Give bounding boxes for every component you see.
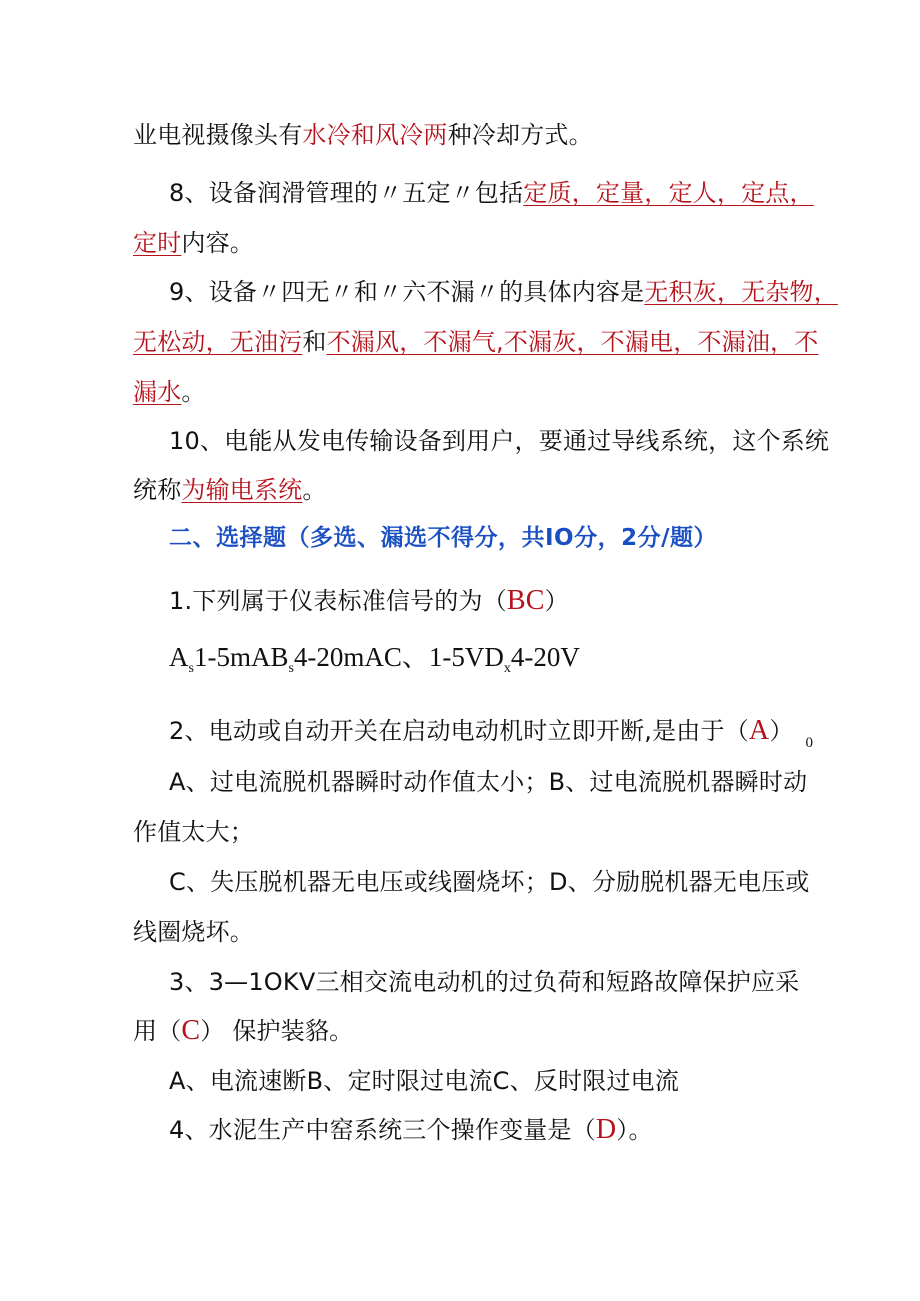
q9-line-3	[133, 377, 206, 407]
mc-q2-options-line-2	[133, 817, 254, 847]
mc-q1-answer: BC	[506, 585, 545, 616]
mc-q2-trail: 0	[805, 735, 814, 751]
section-2-heading: 二、选择题（多选、漏选不得分，共IO分，2分/题）	[169, 525, 718, 551]
q10-line-2	[133, 475, 327, 505]
q7-continuation-line	[133, 120, 593, 150]
mc-q2-close: ）	[769, 717, 794, 745]
q9-stem: 9、设备〃四无〃和〃六不漏〃的具体内容是	[169, 278, 645, 306]
q7-answer: 水冷和风冷两	[302, 121, 448, 149]
q8-line-1	[169, 178, 814, 208]
mc-q4-stem-line	[169, 1115, 653, 1145]
mc-q3-options	[169, 1066, 679, 1096]
q8-answer-part1: 定质，定量，定人，定点，	[523, 179, 814, 207]
q9-line-1	[169, 277, 838, 307]
mc-q3-stem-line-1	[169, 967, 799, 997]
q10-stem: 10、电能从发电传输设备到用户，要通过导线系统，这个系统	[169, 427, 830, 455]
mc-q3-stem2a: 用（	[133, 1017, 182, 1045]
mc-q1-opt-b-sub: s	[288, 661, 294, 676]
q7-text-end: 种冷却方式。	[447, 121, 593, 149]
q9-answer-part2: 无松动，无油污	[133, 328, 303, 356]
mc-q1-stem: 1.下列属于仪表标准信号的为（	[169, 587, 507, 615]
mc-q2-options-line-1	[169, 767, 807, 797]
q8-line-2	[133, 228, 254, 258]
mc-q2-opt-line3: C、失压脱机器无电压或线圈烧坏；D、分励脱机器无电压或	[169, 868, 810, 896]
mc-q2-stem: 2、电动或自动开关在启动电动机时立即开断,是由于（	[169, 717, 749, 745]
q9-end: 。	[181, 378, 206, 406]
q9-answer-part4: 漏水	[133, 378, 182, 406]
mc-q1-opt-a-text: 1-5mAB	[193, 642, 289, 672]
mc-q1-stem-line	[169, 586, 569, 616]
mc-q2-opt-line4: 线圈烧坏。	[133, 918, 254, 946]
mc-q4-stem: 4、水泥生产中窑系统三个操作变量是（	[169, 1116, 596, 1144]
mc-q3-stem2b: ） 保护装貉。	[200, 1017, 354, 1045]
mc-q1-opt-b-text: 4-20mAC、1-5VD	[293, 642, 504, 672]
mc-q3-options-text: A、电流速断B、定时限过电流C、反时限过电流	[169, 1067, 680, 1095]
q10-stem-cont: 统称	[133, 476, 182, 504]
mc-q1-opt-a: A	[169, 642, 189, 672]
mc-q4-close: ）。	[616, 1116, 653, 1144]
q8-stem: 8、设备润滑管理的〃五定〃包括	[169, 179, 524, 207]
q10-line-1	[169, 426, 829, 456]
mc-q3-stem1: 3、3—1OKV三相交流电动机的过负荷和短路故障保护应采	[169, 968, 800, 996]
mc-q2-opt-line2: 作值太大；	[133, 818, 254, 846]
mc-q2-opt-line1: A、过电流脱机器瞬时动作值太小；B、过电流脱机器瞬时动	[169, 768, 808, 796]
q9-connector: 和	[302, 328, 327, 356]
q7-text: 业电视摄像头有	[133, 121, 303, 149]
mc-q2-options-line-3	[169, 867, 810, 897]
q9-line-2	[133, 327, 818, 357]
mc-q2-answer: A	[748, 715, 770, 746]
mc-q1-close: ）	[544, 587, 569, 615]
q8-answer-part2: 定时	[133, 229, 182, 257]
mc-q3-answer: C	[181, 1015, 201, 1046]
mc-q2-options-line-4	[133, 917, 254, 947]
q9-answer-part3: 不漏风，不漏气,不漏灰，不漏电，不漏油，不	[326, 328, 819, 356]
q10-end: 。	[302, 476, 327, 504]
mc-q3-stem-line-2	[133, 1016, 353, 1046]
q9-answer-part1: 无积灰，无杂物，	[644, 278, 838, 306]
mc-q2-stem-line	[169, 716, 813, 758]
q8-stem-end: 内容。	[181, 229, 255, 257]
mc-q4-answer: D	[595, 1114, 617, 1145]
mc-q1-opt-d-text: 4-20V	[510, 642, 580, 672]
q10-answer: 为输电系统	[181, 476, 303, 504]
mc-q1-opt-a-sub: s	[188, 661, 194, 676]
mc-q1-opt-d-sub: x	[503, 661, 511, 676]
mc-q1-options	[169, 641, 580, 685]
